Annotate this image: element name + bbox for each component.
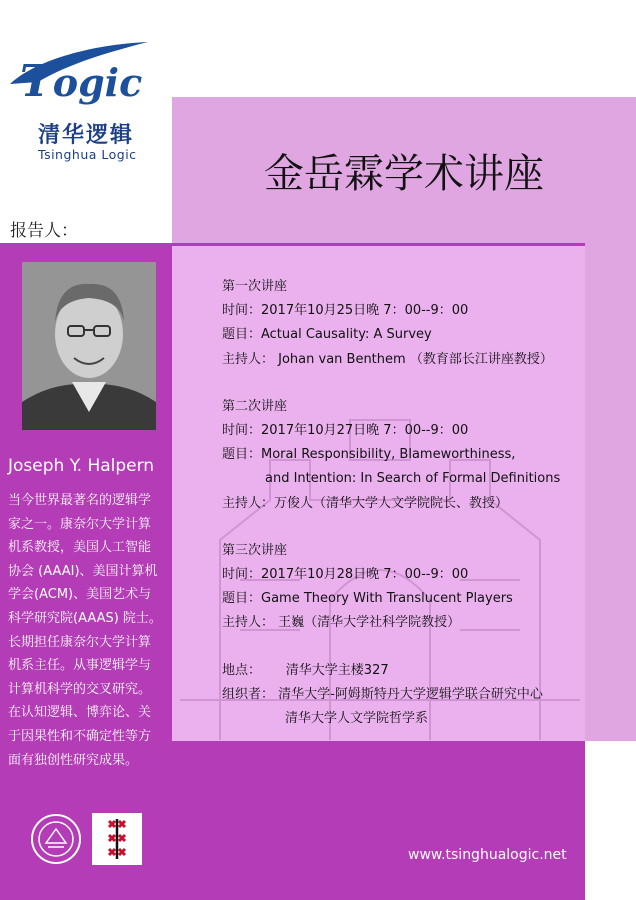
bio-line: 面有独创性研究成果。 xyxy=(8,752,139,768)
page-title: 金岳霖学术讲座 xyxy=(264,151,544,197)
lecture-2-time: 时间：2017年10月27日晚 7：00--9：00 xyxy=(222,423,469,439)
lecture-3-time: 时间：2017年10月28日晚 7：00--9：00 xyxy=(222,567,469,583)
lecture-2-topic-cont: and Intention: In Search of Formal Definitions xyxy=(265,471,561,487)
bio-line: 当今世界最著名的逻辑学 xyxy=(8,493,152,508)
lecture-1-topic: 题目：Actual Causality: A Survey xyxy=(222,327,432,343)
bio-line: 于因果性和不确定性等方 xyxy=(8,728,152,744)
lecture-schedule xyxy=(222,275,560,731)
lecture-2-heading: 第二次讲座 xyxy=(222,398,288,414)
tsinghua-logic-logo xyxy=(8,38,158,168)
organizer: 组织者： 清华大学-阿姆斯特丹大学逻辑学联合研究中心 xyxy=(222,686,543,702)
bio-line: 机系主任。从事逻辑学与 xyxy=(8,658,152,674)
bio-line: 长期担任康奈尔大学计算 xyxy=(8,634,152,650)
bio-line: 科学研究院(AAAS) 院士。 xyxy=(8,610,162,626)
bio-line: 协会 (AAAI)、美国计算机 xyxy=(8,563,158,579)
lecture-2-topic: 题目：Moral Responsibility, Blameworthiness, xyxy=(222,447,516,463)
speaker-name: Joseph Y. Halpern xyxy=(8,456,155,476)
bio-line: 机系教授，美国人工智能 xyxy=(8,540,152,556)
reporter-label: 报告人： xyxy=(10,221,78,241)
speaker-bio xyxy=(8,489,168,772)
bio-line: 学会(ACM)、美国艺术与 xyxy=(8,587,152,603)
logo-wordmark: Togic xyxy=(20,56,143,107)
website-link[interactable]: www.tsinghualogic.net xyxy=(408,847,567,863)
logo-chinese-name: 清华逻辑 xyxy=(38,123,135,148)
lecture-1-heading: 第一次讲座 xyxy=(222,279,288,294)
bio-line: 家之一。康奈尔大学计算 xyxy=(8,516,152,532)
lecture-3-host: 主持人： 王巍（清华大学社科学院教授） xyxy=(222,615,461,631)
location: 地点： 清华大学主楼327 xyxy=(222,662,389,678)
logo-english-name: Tsinghua Logic xyxy=(38,147,137,162)
bio-line: 计算机科学的交叉研究。 xyxy=(8,681,152,697)
speaker-portrait-icon xyxy=(22,262,156,430)
organizer-cont: 清华大学人文学院哲学系 xyxy=(285,711,429,727)
bio-line: 在认知逻辑、博弈论、关 xyxy=(8,705,152,721)
lecture-1-host: 主持人： Johan van Benthem （教育部长江讲座教授） xyxy=(222,351,553,367)
lecture-3-topic: 题目：Game Theory With Translucent Players xyxy=(222,591,513,607)
lecture-1-time: 时间：2017年10月25日晚 7：00--9：00 xyxy=(222,303,469,319)
uva-crosses-icon xyxy=(92,813,142,865)
amsterdam-university-logo xyxy=(92,813,142,865)
speaker-photo xyxy=(22,262,156,430)
lecture-3-heading: 第三次讲座 xyxy=(222,542,288,558)
tsinghua-seal-icon xyxy=(30,813,82,865)
lecture-2-host: 主持人：万俊人（清华大学人文学院院长、教授） xyxy=(222,495,509,511)
